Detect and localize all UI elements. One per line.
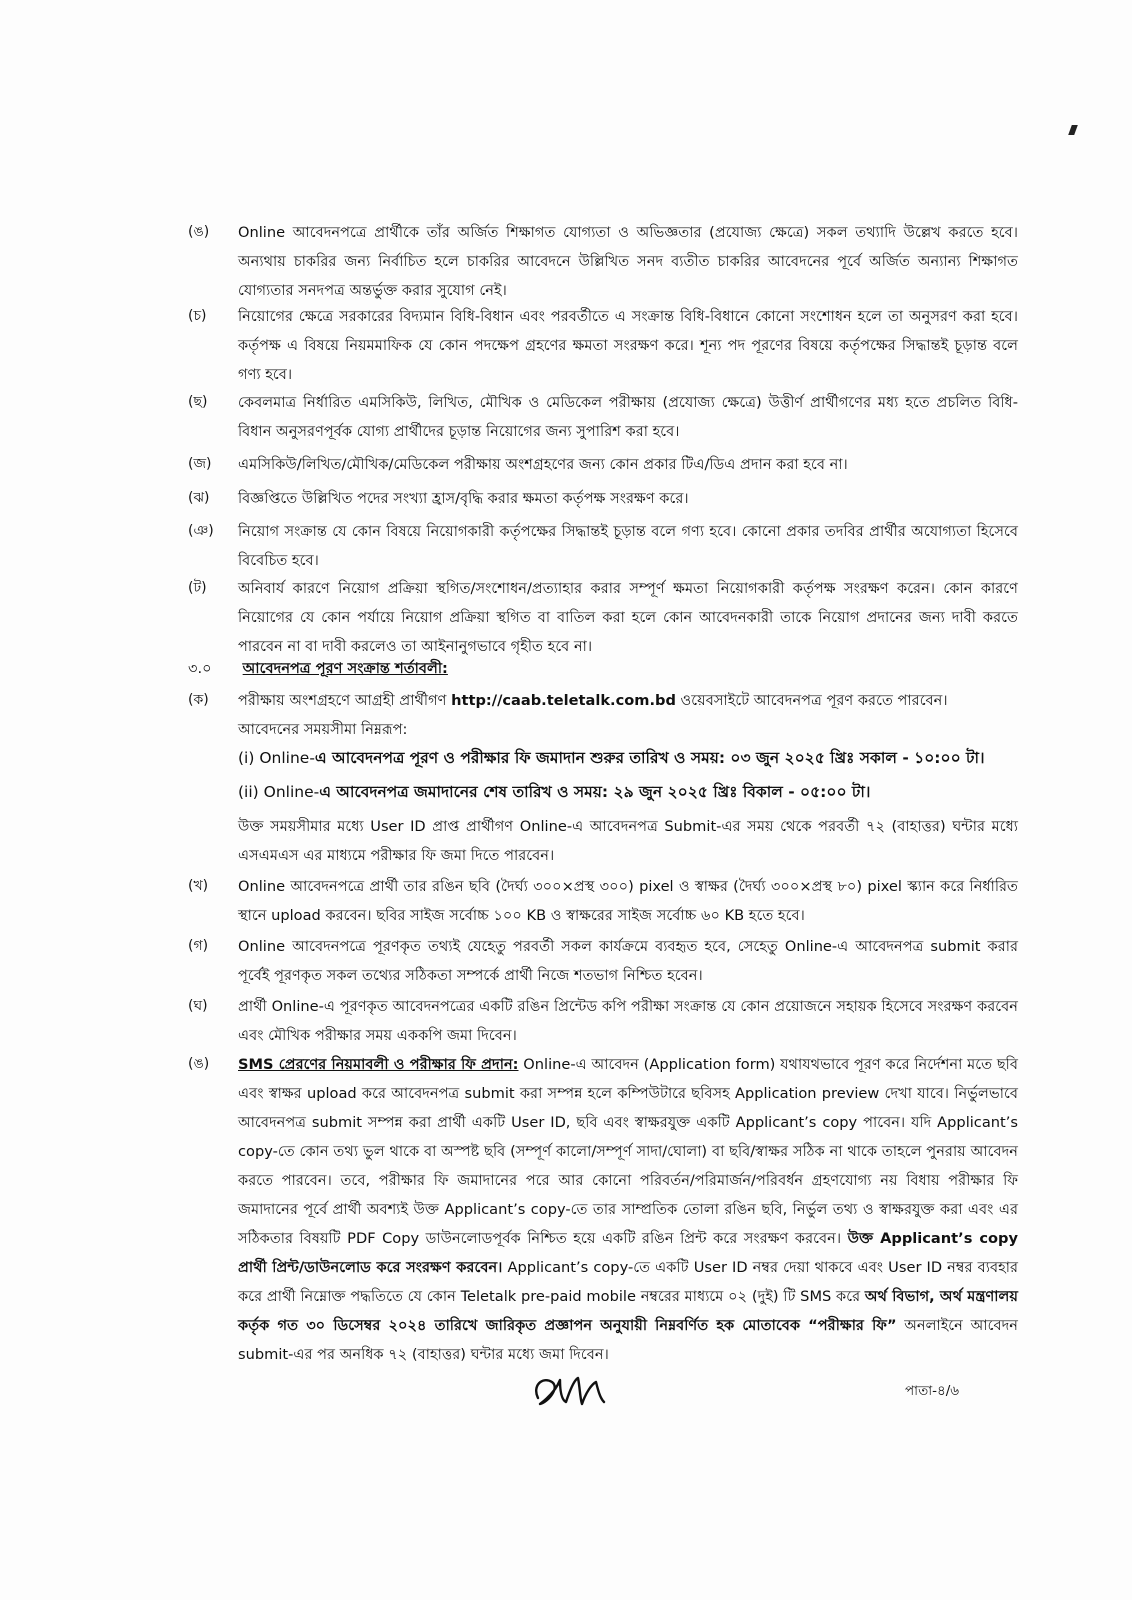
clause-kha <box>188 872 1018 930</box>
clause-label: (ঙ) <box>188 224 210 240</box>
website-url: http://caab.teletalk.com.bd <box>451 692 676 709</box>
text-run: আবেদনের সময়সীমা নিম্নরূপ: <box>238 721 408 738</box>
clause-label: (ছ) <box>188 394 208 410</box>
clause-sms-fee <box>188 1050 1018 1369</box>
clause-text <box>238 1050 1018 1369</box>
signature <box>530 1368 610 1417</box>
clause-text: উক্ত সময়সীমার মধ্যে User ID প্রাপ্ত প্রার্থীগণ Online-এ আবেদনপত্র Submit-এর সময় থেকে পরবর্তী ৭২ (বাহাত্তর) ঘন্টার মধ্যে এসএমএস এর মাধ্যমে পরীক্ষার ফি জমা দিতে পারবেন। <box>238 818 1018 864</box>
section-heading <box>188 654 448 683</box>
clause-label: (ঘ) <box>188 998 208 1014</box>
clause-label: (ট) <box>188 580 207 596</box>
end-date: এ আবেদনপত্র জমাদানের শেষ তারিখ ও সময়: ২৯ জুন ২০২৫ খ্রিঃ বিকাল - ০৫:০০ টা। <box>319 783 871 801</box>
text-run: ওয়েবসাইটে আবেদনপত্র পূরণ করতে পারবেন। <box>675 692 948 709</box>
clause-label: (চ) <box>188 308 207 324</box>
clause-label: (গ) <box>188 938 209 954</box>
clause-umo-1 <box>188 218 1018 305</box>
section-number: ৩.০ <box>188 660 212 677</box>
clause-label: (খ) <box>188 878 209 894</box>
clause-text: কেবলমাত্র নির্ধারিত এমসিকিউ, লিখিত, মৌখিক ও মেডিকেল পরীক্ষায় (প্রযোজ্য ক্ষেত্রে) উত্তীর্ণ প্রার্থীগণের মধ্য হতে প্রচলিত বিধি-বিধান অনুসরণপূর্বক যোগ্য প্রার্থীদের চূড়ান্ত নিয়োগের জন্য সুপারিশ করা হবে। <box>238 394 1018 440</box>
clause-label: (জ) <box>188 456 212 472</box>
clause-cha <box>188 302 1018 389</box>
text-run-bold: অর্থ বিভাগ, অর্থ মন্ত্রণালয় কর্তৃক গত ৩০ ডিসেম্বর ২০২৪ তারিখে জারিকৃত প্রজ্ঞাপন অনুযায়ী নিম্নবর্ণিত হক মোতাবেক “পরীক্ষার ফি” <box>238 1288 1018 1334</box>
clause-label: (ঞ) <box>188 523 214 539</box>
clause-jha <box>188 484 1018 513</box>
sms-title: SMS প্রেরণের নিয়মাবলী ও পরীক্ষার ফি প্রদান: <box>238 1056 519 1073</box>
clause-chha <box>188 388 1018 446</box>
clause-text: অনিবার্য কারণে নিয়োগ প্রক্রিয়া স্থগিত/সংশোধন/প্রত্যাহার করার সম্পূর্ণ ক্ষমতা নিয়োগকারী কর্তৃপক্ষ সংরক্ষণ করেন। কোন কারণে নিয়োগের যে কোন পর্যায়ে নিয়োগ প্রক্রিয়া স্থগিত বা বাতিল করা হলে কোন আবেদনকারী তাকে নিয়োগ প্রদানের জন্য দাবী করতে পারবেন না বা দাবী করলেও তা আইনানুগভাবে গৃহীত হবে না। <box>238 580 1018 655</box>
text-run: (ii) Online- <box>238 783 320 801</box>
text-run: অনলাইনে আবেদন submit-এর পর অনধিক ৭২ (বাহাত্তর) ঘন্টার মধ্যে জমা দিবেন। <box>238 1317 1018 1363</box>
section-title: আবেদনপত্র পূরণ সংক্রান্ত শর্তাবলী: <box>242 660 448 677</box>
clause-text: এমসিকিউ/লিখিত/মৌখিক/মেডিকেল পরীক্ষায় অংশগ্রহণের জন্য কোন প্রকার টিএ/ডিএ প্রদান করা হবে না। <box>238 456 848 473</box>
clause-label: (ক) <box>188 692 209 708</box>
text-run-bold: উক্ত Applicant’s copy প্রার্থী প্রিন্ট/ডাউনলোড করে সংরক্ষণ করবেন। <box>238 1230 1018 1276</box>
schedule-end <box>238 778 870 807</box>
clause-gha <box>188 992 1018 1050</box>
start-date: এ আবেদনপত্র পূরণ ও পরীক্ষার ফি জমাদান শুরুর তারিখ ও সময়: ০৩ জুন ২০২৫ খ্রিঃ সকাল - ১০:০০ টা। <box>314 749 985 767</box>
clause-ka-tail <box>188 812 1018 870</box>
clause-ga <box>188 932 1018 990</box>
clause-text: Online আবেদনপত্রে প্রার্থীকে তাঁর অর্জিত শিক্ষাগত যোগ্যতা ও অভিজ্ঞতার (প্রযোজ্য ক্ষেত্রে) সকল তথ্যাদি উল্লেখ করতে হবে। অন্যথায় চাকরির জন্য নির্বাচিত হলে চাকরির আবেদনে উল্লিখিত সনদ ব্যতীত চাকরির আবেদনের পূর্বে অর্জিত অন্যান্য শিক্ষাগত যোগ্যতার সনদপত্র অন্তর্ভুক্ত করার সুযোগ নেই। <box>238 224 1018 299</box>
clause-text: নিয়োগের ক্ষেত্রে সরকারের বিদ্যমান বিধি-বিধান এবং পরবর্তীতে এ সংক্রান্ত বিধি-বিধানে কোনো সংশোধন হলে তা অনুসরণ করা হবে। কর্তৃপক্ষ এ বিষয়ে নিয়মমাফিক যে কোন পদক্ষেপ গ্রহণের ক্ষমতা সংরক্ষণ করে। শূন্য পদ পূরণের বিষয়ে কর্তৃপক্ষের সিদ্ধান্তই চূড়ান্ত বলে গণ্য হবে। <box>238 308 1018 383</box>
clause-text: Online আবেদনপত্রে পূরণকৃত তথ্যই যেহেতু পরবর্তী সকল কার্যক্রমে ব্যবহৃত হবে, সেহেতু Online-এ আবেদনপত্র submit করার পূর্বেই পূরণকৃত সকল তথ্যের সঠিকতা সম্পর্কে প্রার্থী নিজে শতভাগ নিশ্চিত হবেন। <box>238 938 1018 984</box>
clause-text: বিজ্ঞপ্তিতে উল্লিখিত পদের সংখ্যা হ্রাস/বৃদ্ধি করার ক্ষমতা কর্তৃপক্ষ সংরক্ষণ করে। <box>238 490 689 507</box>
text-run: (i) Online- <box>238 749 315 767</box>
clause-ta <box>188 574 1018 661</box>
page-number: পাতা-৪/৬ <box>905 1383 960 1399</box>
schedule-start <box>238 744 985 773</box>
clause-text <box>238 686 1018 744</box>
clause-text: প্রার্থী Online-এ পূরণকৃত আবেদনপত্রের একটি রঙিন প্রিন্টেড কপি পরীক্ষা সংক্রান্ত যে কোন প্রয়োজনে সহায়ক হিসেবে সংরক্ষণ করবেন এবং মৌখিক পরীক্ষার সময় এককপি জমা দিবেন। <box>238 998 1018 1044</box>
clause-text: Online আবেদনপত্রে প্রার্থী তার রঙিন ছবি (দৈর্ঘ্য ৩০০×প্রস্থ ৩০০) pixel ও স্বাক্ষর (দৈর্ঘ্য ৩০০×প্রস্থ ৮০) pixel স্ক্যান করে নির্ধারিত স্থানে upload করবেন। ছবির সাইজ সর্বোচ্চ ১০০ KB ও স্বাক্ষরের সাইজ সর্বোচ্চ ৬০ KB হতে হবে। <box>238 878 1018 924</box>
signature-mark <box>530 1368 610 1413</box>
clause-label: (ঙ) <box>188 1056 210 1072</box>
text-run: Online-এ আবেদন (Application form) যথাযথভাবে পূরণ করে নির্দেশনা মতে ছবি এবং স্বাক্ষর upload করে আবেদনপত্র submit করা সম্পন্ন হলে কম্পিউটারে ছবিসহ Application preview দেখা যাবে। নির্ভুলভাবে আবেদনপত্র submit সম্পন্ন করা প্রার্থী একটি User ID, ছবি এবং স্বাক্ষরযুক্ত একটি Applicant’s copy পাবেন। যদি Applicant’s copy-তে কোন তথ্য ভুল থাকে বা অস্পষ্ট ছবি (সম্পূর্ণ কালো/সম্পূর্ণ সাদা/ঘোলা) বা ছবি/স্বাক্ষর সঠিক না থাকে তাহলে পুনরায় আবেদন করতে পারবেন। তবে, পরীক্ষার ফি জমাদানের পরে আর কোনো পরিবর্তন/পরিমার্জন/পরিবর্ধন গ্রহণযোগ্য নয় বিধায় পরীক্ষার ফি জমাদানের পূর্বে প্রার্থী অবশ্যই উক্ত Applicant’s copy-তে তার সাম্প্রতিক তোলা রঙিন ছবি, নির্ভুল তথ্য ও স্বাক্ষরযুক্ত করা এবং এর সঠিকতার বিষয়টি PDF Copy ডাউনলোডপূর্বক নিশ্চিত হয়ে একটি রঙিন প্রিন্ট করে সংরক্ষণ করবেন। <box>238 1056 1018 1247</box>
clause-nio <box>188 517 1018 575</box>
clause-label: (ঝ) <box>188 490 210 506</box>
clause-ka <box>188 686 1018 744</box>
clause-text: নিয়োগ সংক্রান্ত যে কোন বিষয়ে নিয়োগকারী কর্তৃপক্ষের সিদ্ধান্তই চূড়ান্ত বলে গণ্য হবে। কোনো প্রকার তদবির প্রার্থীর অযোগ্যতা হিসেবে বিবেচিত হবে। <box>238 523 1018 569</box>
text-run: পরীক্ষায় অংশগ্রহণে আগ্রহী প্রার্থীগণ <box>238 692 452 709</box>
corner-mark <box>1068 125 1078 135</box>
clause-ja <box>188 450 1018 479</box>
text-run: Applicant’s copy-তে একটি User ID নম্বর দেয়া থাকবে এবং User ID নম্বর ব্যবহার করে প্রার্থী নিম্নোক্ত পদ্ধতিতে যে কোন Teletalk pre-paid mobile নম্বরের মাধ্যমে ০২ (দুই) টি SMS করে <box>238 1259 1018 1305</box>
